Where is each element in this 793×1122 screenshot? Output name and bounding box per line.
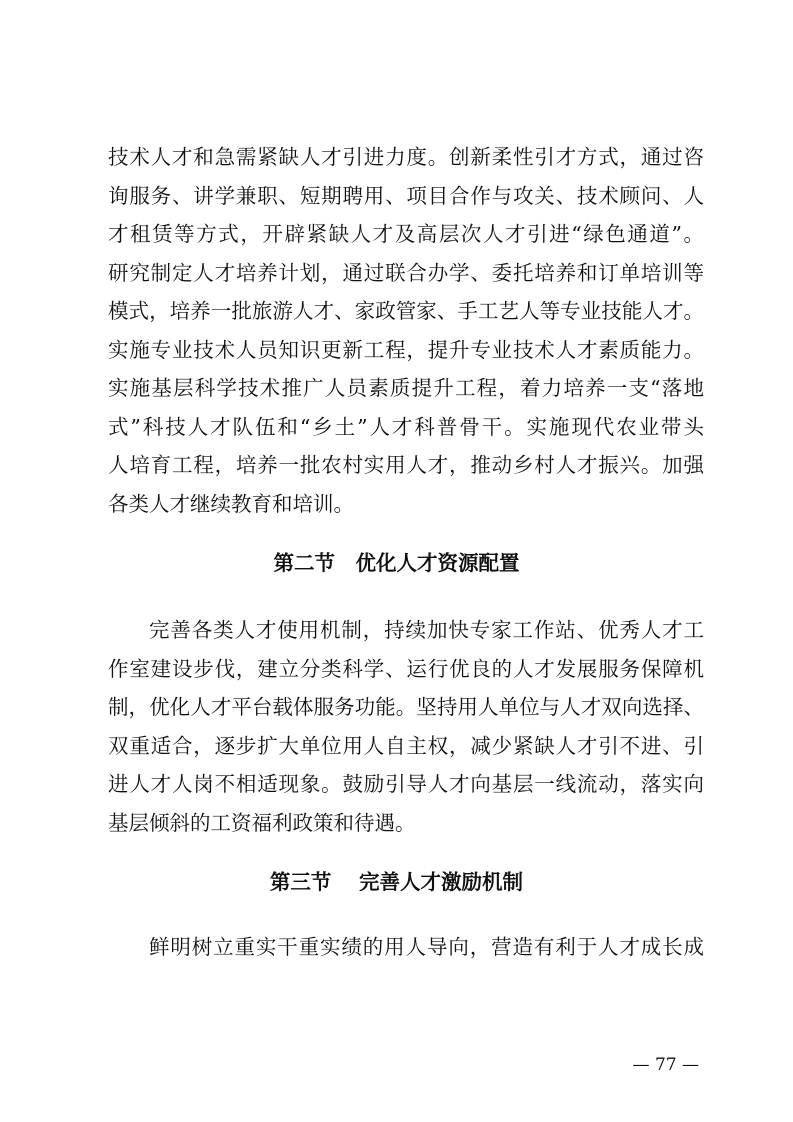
text-line: 进人才人岗不相适现象。鼓励引导人才向基层一线流动，落实向	[108, 772, 704, 796]
text-line: 式”科技人才队伍和“乡土”人才科普骨干。实施现代农业带头	[108, 414, 704, 439]
page-number: — 77 —	[632, 1055, 699, 1075]
text-line: 研究制定人才培养计划，通过联合办学、委托培养和订单培训等	[108, 260, 704, 285]
paragraph-optimize-allocation	[108, 611, 704, 842]
text-line: 双重适合，逐步扩大单位用人自主权，减少紧缺人才引不进、引	[108, 733, 704, 758]
text-line: 基层倾斜的工资福利政策和待遇。	[108, 810, 416, 835]
section-heading-optimize-allocation: 第二节 优化人才资源配置	[273, 551, 520, 575]
text-line: 完善各类人才使用机制，持续加快专家工作站、优秀人才工	[149, 618, 704, 642]
text-line: 模式，培养一批旅游人才、家政管家、手工艺人等专业技能人才。	[108, 299, 704, 323]
section-heading-incentive-mechanism: 第三节 完善人才激励机制	[269, 870, 524, 894]
text-line: 实施基层科学技术推广人员素质提升工程，着力培养一支“落地	[108, 376, 704, 400]
text-line: 人培育工程，培养一批农村实用人才，推动乡村人才振兴。加强	[108, 453, 704, 477]
paragraph-incentive-mechanism	[108, 928, 704, 967]
text-line: 各类人才继续教育和培训。	[108, 491, 354, 516]
text-line: 询服务、讲学兼职、短期聘用、项目合作与攻关、技术顾问、人	[108, 183, 704, 208]
text-line: 鲜明树立重实干重实绩的用人导向，营造有利于人才成长成	[149, 935, 704, 959]
text-line: 制，优化人才平台载体服务功能。坚持用人单位与人才双向选择、	[108, 695, 704, 719]
text-line: 作室建设步伐，建立分类科学、运行优良的人才发展服务保障机	[108, 656, 704, 681]
text-line: 技术人才和急需紧缺人才引进力度。创新柔性引才方式，通过咨	[108, 145, 704, 169]
paragraph-talent-introduction	[108, 138, 704, 523]
text-line: 才租赁等方式，开辟紧缺人才及高层次人才引进“绿色通道”。	[108, 222, 704, 246]
text-line: 实施专业技术人员知识更新工程，提升专业技术人才素质能力。	[108, 337, 704, 362]
